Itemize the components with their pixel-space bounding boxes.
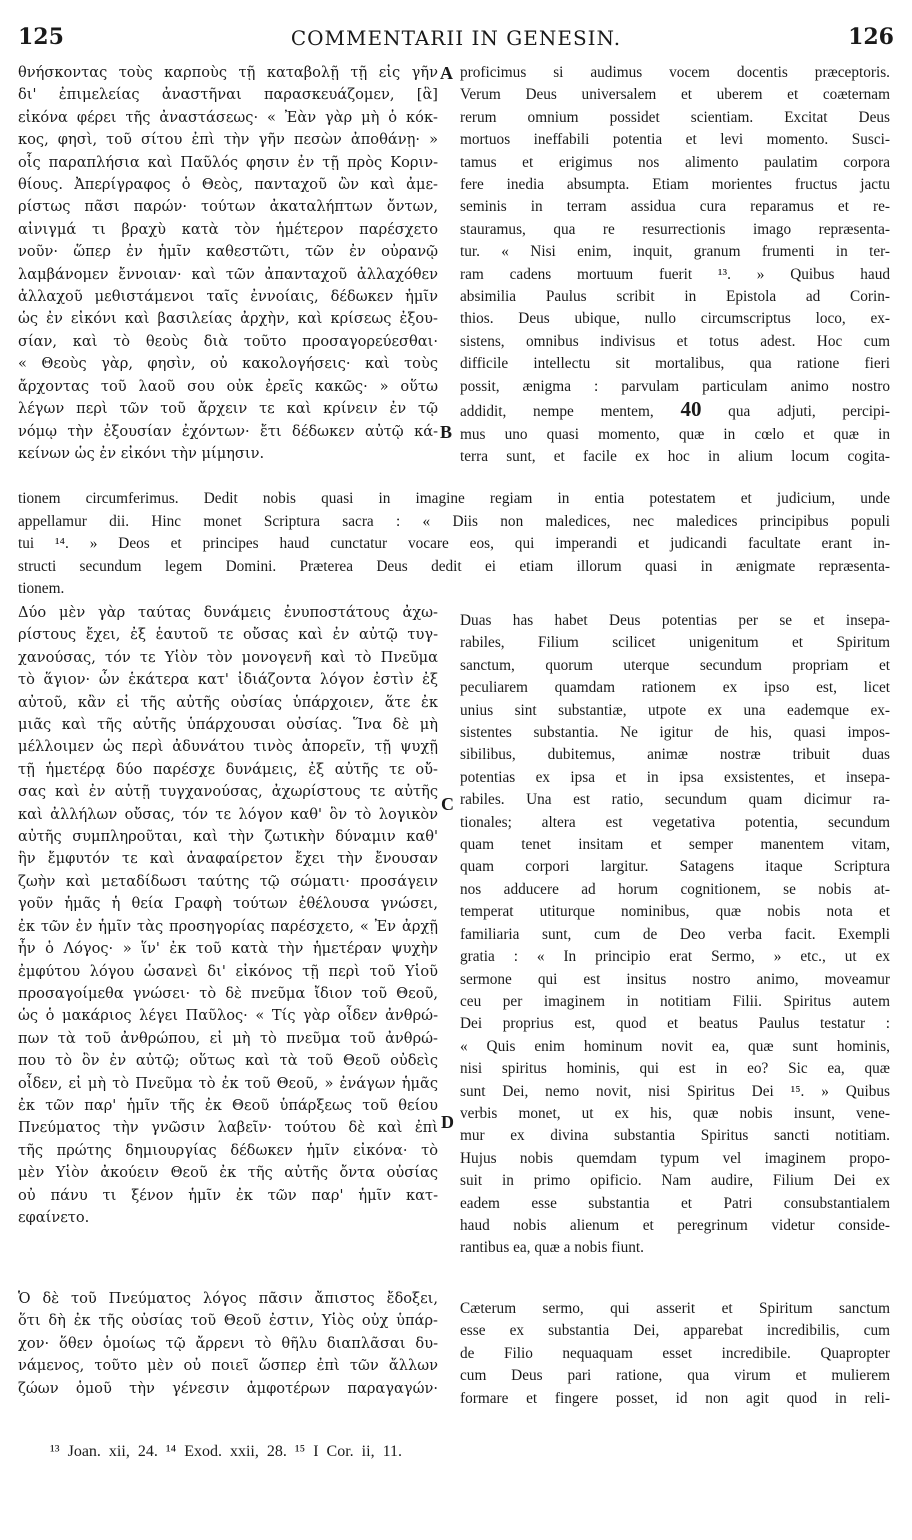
text-line: mur ex divina substantia Spiritus sancti notitiam. — [460, 1127, 890, 1145]
section-marker-d: D — [441, 1112, 454, 1132]
text-line: rantibus ea, quæ a nobis fiunt. — [460, 1239, 644, 1257]
running-header — [18, 24, 894, 60]
text-line: καὶ ἀλλήλων οὔσας, τόν τε λόγον καθ' ὃν τὸ λογικὸν — [18, 805, 438, 823]
text-line: σας καὶ ἐν αὐτῇ τυγχανούσας, ἀχωρίστους τε αὐτῆς — [18, 783, 438, 801]
greek-column-middle — [18, 602, 438, 1229]
text-line: πων τὰ τοῦ ἀνθρώπου, εἰ μὴ τὸ πνεῦμα τοῦ ἀνθρώ- — [18, 1029, 438, 1047]
text-line: eadem esse substantia et Patri consubstantialem — [460, 1194, 890, 1212]
text-line: formare et fingere posset, id non agit quod in reli- — [460, 1389, 890, 1407]
text-line: sibilibus, dubitemus, animæ nostræ tribuit duas — [460, 746, 890, 764]
text-line: ρίστως πᾶσι παρών· τούτων ἀκαταλήπτων ὄντων, — [18, 198, 438, 216]
text-line: « Quis enim hominum novit ea, quæ sunt hominis, — [460, 1037, 890, 1055]
text-line: Πνεύματος τὴν γνῶσιν λαβεῖν· τούτου δὲ καὶ ἐπὶ — [18, 1119, 438, 1137]
column-number: 40 — [680, 398, 702, 422]
text-line: κείνων ὡς ἐν εἰκόνι τὴν μίμησιν. — [18, 444, 265, 462]
text-line: γοῦν ἡμᾶς ἡ θεία Γραφὴ τούτων ἐθέλουσα γνώσει, — [18, 895, 438, 913]
running-title: COMMENTARII IN GENESIN. — [290, 26, 622, 50]
text-line: μέλλοιμεν ὡς περὶ ἀδυνάτου τινὸς ἀπορεῖν, τῇ ψυχῇ — [18, 738, 438, 756]
text-line: αἰνιγμά τι βραχὺ κατὰ τὸν ἡμέτερον παρέσχετο — [18, 220, 438, 238]
text-line: nos adducere ad horum cognitionem, se nobis at- — [460, 880, 890, 898]
text-line: Hujus nobis quemdam typum vel imaginem propo- — [460, 1149, 890, 1167]
text-line: rabiles. Una est ratio, secundum quam dicimur ra- — [460, 791, 890, 809]
text-line: λαμβάνομεν ἔννοιαν· καὶ τῶν ἀπανταχοῦ ἀλλαχόθεν — [18, 265, 438, 283]
text-line: cum Deus pari ratione, qua virum et mulierem — [460, 1367, 890, 1385]
text-line: ὡς ὁ μακάριος λέγει Παῦλος· « Τίς γὰρ οἶδεν ἀνθρώ- — [18, 1007, 438, 1025]
text-line: προσαγοίμεθα γνώσει· τὸ δὲ πνεῦμα ἴδιον τοῦ Θεοῦ, — [18, 984, 438, 1002]
text-line: οἶδεν, εἰ μὴ τὸ Πνεῦμα τὸ ἐκ τοῦ Θεοῦ, » ἐνάγων ἡμᾶς — [18, 1074, 438, 1092]
text-line: τῇ ἡμετέρᾳ δύο παρέσχε δυνάμεις, ἐξ αὐτῆς τε οὔ- — [18, 760, 438, 778]
text-line: ἄρχοντας τοῦ λαοῦ σου οὐκ ἐρεῖς κακῶς· » οὕτω — [18, 377, 438, 395]
text-line: ἣν ἔμφυτόν τε καὶ ἀναφαίρετον ἔχει τὴν ἔνουσαν — [18, 850, 438, 868]
text-line: structi secundum legem Domini. Præterea Deus dedit ei etiam illorum quasi in ænigmate repræsenta- — [18, 557, 890, 575]
latin-full-width-paragraph — [18, 488, 890, 601]
text-fragment: qua adjuti, percipi- — [701, 403, 890, 421]
text-line: ἀλλαχοῦ μεθιστάμενοι ταῖς ἐννοίαις, δέδωκεν ἡμῖν — [18, 288, 438, 306]
text-line: mus uno quasi momento, quæ in cœlo et quæ in — [460, 425, 890, 443]
text-line: αὐτοῦ, κἂν εἰ τῆς αὐτῆς οὐσίας ὑπάρχοιεν, ἅτε ἐκ — [18, 693, 438, 711]
text-line: tionales; altera est vegetativa potentia, secundum — [460, 813, 890, 831]
text-line: sistentes substantia. Ne igitur de his, quasi impos- — [460, 724, 890, 742]
text-line: potentias ex ipsa et in ipsa exsistentes, et insepa- — [460, 768, 890, 786]
text-line: ram cadens mortuum fuerit ¹³. » Quibus haud — [460, 265, 890, 283]
text-line: ὡς ἐν εἰκόνι καὶ βασιλείας ἀρχὴν, καὶ κρίσεως ἐξου- — [18, 310, 438, 328]
text-line: tui ¹⁴. » Deos et principes haud cunctatur vocare eos, qui imperandi et judicandi facultate erant in- — [18, 535, 890, 553]
text-line: terra sunt, et facile ex hoc in alium locum cogita- — [460, 447, 890, 465]
text-line: suit in primo opificio. Nam audire, Filium Dei ex — [460, 1172, 890, 1190]
text-line: χανούσας, τόν τε Υἱὸν τὸν μονογενῆ καὶ τὸ Πνεῦμα — [18, 648, 438, 666]
text-line: δι' ἐπιμελείας ἀναστῆναι παρασκευάζομεν, [ἃ] — [18, 86, 438, 104]
text-line: sermone qui est insitus nostro animo, moveamur — [460, 970, 890, 988]
text-line: sanctum, quorum uterque secundum propriam et — [460, 656, 890, 674]
text-line: οὐ πάνυ τι ξένον ἡμῖν ἐκ τῶν παρ' ἡμῖν κατ- — [18, 1186, 438, 1204]
footnotes: ¹³ Joan. xii, 24. ¹⁴ Exod. xxii, 28. ¹⁵ I Cor. ii, 11. — [50, 1443, 402, 1460]
text-line: τὸ ἅγιον· ὧν ἑκάτερα κατ' ἰδιάζοντα λόγον ἐστὶν ἐξ — [18, 671, 438, 689]
text-line: verbis monet, ut ex his, quæ nobis insunt, vene- — [460, 1104, 890, 1122]
text-line: tionem circumferimus. Dedit nobis quasi in imagine regiam in entia potestatem et judicium, unde — [18, 490, 890, 507]
greek-column-bottom — [18, 1288, 438, 1400]
text-line: λέγων περὶ τῶν τοῦ ἄρχειν τε καὶ κρίνειν ἐν τῷ — [18, 400, 438, 418]
text-line: Dei proprius est, quod et beatus Paulus testatur : — [460, 1015, 890, 1033]
text-line: appellamur dii. Hinc monet Scriptura sacra : « Diis non maledices, nec maledices principibus populi — [18, 512, 890, 530]
text-line: tionem. — [18, 580, 65, 598]
page-number-right: 126 — [848, 24, 894, 50]
text-line: ἦν ὁ Λόγος· » ἵν' ἐκ τοῦ κατὰ τὴν ἡμετέραν ψυχὴν — [18, 940, 438, 958]
greek-column-top — [18, 62, 438, 465]
text-line: κος, φησὶ, τοῦ σίτου ἐπὶ τὴν γῆν πεσὼν ἀποθάνῃ· » — [18, 131, 438, 149]
text-line: θίους. Ἀπερίγραφος ὁ Θεὸς, πανταχοῦ ὢν καὶ ἀμε- — [18, 176, 438, 194]
text-line: esse ex substantia Dei, apparebat incredibilis, cum — [460, 1322, 890, 1340]
text-line: proficimus si audimus vocem docentis præceptoris. — [460, 64, 890, 81]
text-line: νοῦν· ὥπερ ἐν ἡμῖν καθεστῶτι, τῶν ἐν οὐρανῷ — [18, 243, 438, 261]
latin-column-middle — [460, 610, 890, 1260]
text-line: εἰκόνα φέρει τῆς ἀναστάσεως· « Ἐὰν γὰρ μὴ ὁ κόκ- — [18, 108, 438, 126]
text-line: ὅτι δὴ ἐκ τῆς οὐσίας τοῦ Θεοῦ ἐστιν, Υἱὸς οὐχ ὑπάρ- — [18, 1312, 438, 1330]
text-line: absimilia Paulus scribit in Epistola ad Corin- — [460, 288, 890, 306]
text-line: ρίστους ἔχει, ἐξ ἑαυτοῦ τε οὔσας καὶ ἐν αὐτῷ τυγ- — [18, 626, 438, 644]
text-line: mortuos ineffabili potentia et levi momento. Susci- — [460, 131, 890, 149]
section-marker-c: C — [441, 794, 454, 814]
latin-column-top — [460, 62, 890, 468]
text-line: αὐτῆς συμπληροῦται, καὶ τὴν ζωτικὴν δύναμιν καθ' — [18, 828, 438, 846]
text-fragment: addidit, nempe mentem, — [460, 403, 681, 421]
text-line: Cæterum sermo, qui asserit et Spiritum sanctum — [460, 1300, 890, 1317]
text-line: temperat utiturque nominibus, quæ nobis nota et — [460, 903, 890, 921]
text-line-with-column-number — [460, 398, 890, 423]
text-line: Ὁ δὲ τοῦ Πνεύματος λόγος πᾶσιν ἄπιστος ἔδοξει, — [18, 1290, 438, 1307]
text-line: tur. « Nisi enim, inquit, granum frumenti in ter- — [460, 243, 890, 261]
text-line: ceu per imaginem in notitiam Filii. Spiritus autem — [460, 992, 890, 1010]
text-line: ἐμφύτου λόγου ὡσανεὶ δι' εἰκόνος τῇ περὶ τοῦ Υἱοῦ — [18, 962, 438, 980]
text-line: nisi spiritus hominis, qui est in eo? Sic ea, quæ — [460, 1060, 890, 1078]
section-marker-b: B — [440, 422, 453, 442]
text-line: χον· ὅθεν ὁμοίως τῷ ἄρρενι τὸ θῆλυ διαπλᾶσαι δυ- — [18, 1334, 438, 1352]
text-line: Δύο μὲν γὰρ ταύτας δυνάμεις ἐνυποστάτους ἀχω- — [18, 604, 438, 621]
text-line: stauramus, qua re resurrectionis imago repræsenta- — [460, 220, 890, 238]
text-line: ζώων ὁμοῦ τὴν γένεσιν ἀμφοτέρων παραγαγών· — [18, 1379, 438, 1397]
text-line: οἷς παραπλήσια καὶ Παῦλός φησιν ἐν τῇ πρὸς Κοριν- — [18, 153, 438, 171]
text-line: « Θεοὺς γὰρ, φησὶν, οὐ κακολογήσεις· καὶ τοὺς — [18, 355, 438, 373]
text-line: νόμῳ τὴν ἐξουσίαν ἐχόντων· ἔτι δέδωκεν αὐτῷ κά- — [18, 422, 438, 440]
latin-column-bottom — [460, 1298, 890, 1410]
text-line: θνήσκοντας τοὺς καρποὺς τῇ καταβολῇ τῇ εἰς γῆν — [18, 64, 438, 81]
text-line: de Filio nequaquam esset incredibile. Quapropter — [460, 1344, 890, 1362]
section-marker-a: A — [440, 63, 453, 83]
text-line: unius sint substantiæ, utpote ex una eademque ex- — [460, 701, 890, 719]
text-line: ἐκ τῶν ἐν ἡμῖν τὰς προσηγορίας παρέσχετο, « Ἐν ἀρχῇ — [18, 917, 438, 935]
text-line: quam tenet insitam et semper manentem vitam, — [460, 836, 890, 854]
text-line: thios. Deus ubique, nullo circumscriptus loco, ex- — [460, 310, 890, 328]
text-line: gratia : « In principio erat Sermo, » etc., ut ex — [460, 948, 890, 966]
text-line: possit, ænigma : parvulam particulam animo nostro — [460, 377, 890, 395]
text-line: peculiarem quamdam rationem ex ipso est, licet — [460, 679, 890, 697]
text-line: rerum omnium possidet scientiam. Excitat Deus — [460, 108, 890, 126]
text-line: Duas has habet Deus potentias per se et insepa- — [460, 612, 890, 629]
text-line: difficile intellectu sit mortalibus, qua ratione fieri — [460, 355, 890, 373]
text-line: Verum Deus universalem et uberem et coæternam — [460, 86, 890, 104]
text-line: νάμενος, τοῦτο μὲν οὐ ποιεῖ ὥσπερ ἐπὶ τῶν ἄλλων — [18, 1357, 438, 1375]
text-line: που τὸ ὂν ἐν αὐτῷ; οὕτως καὶ τὰ τοῦ Θεοῦ οὐδεὶς — [18, 1052, 438, 1070]
text-line: σίαν, καὶ τὸ θεοὺς διὰ τοῦτο προσαγορεύεσθαι· — [18, 332, 438, 350]
text-line: quam corpori largitur. Satagens itaque Scriptura — [460, 858, 890, 876]
text-line: familiaria sunt, cum de Deo verba facit. Exempli — [460, 925, 890, 943]
text-line: sistens, omnibus indivisus et totus adest. Hoc cum — [460, 332, 890, 350]
text-line: haud nobis alienum et peregrinum videtur conside- — [460, 1216, 890, 1234]
text-line: tamus et erigimus nos alimento paulatim corpora — [460, 153, 890, 171]
text-line: rabiles, Filium scilicet unigenitum et Spiritum — [460, 634, 890, 652]
page-number-left: 125 — [18, 24, 64, 50]
text-line: ζωὴν καὶ μεταδίδωσι ταύτης τῷ σώματι· προσάγειν — [18, 872, 438, 890]
text-line: sunt Dei, nemo novit, nisi Spiritus Dei ¹⁵. » Quibus — [460, 1082, 890, 1100]
text-line: εφαίνετο. — [18, 1208, 90, 1226]
text-line: seminis in terram assidua cura reparamus et re- — [460, 198, 890, 216]
text-line: μὲν Υἱὸν ἀκούειν Θεοῦ ἐκ τῆς αὐτῆς ὄντα οὐσίας — [18, 1164, 438, 1182]
text-line: μιᾶς καὶ τῆς αὐτῆς ὑπάρχουσαι οὐσίας. Ἵνα δὲ μὴ — [18, 716, 438, 734]
text-line: fere inedia absumpta. Etiam morientes fructus jactu — [460, 176, 890, 194]
text-line: ἐκ τῶν παρ' ἡμῖν τῆς ἐκ Θεοῦ ὑπάρξεως τοῦ θείου — [18, 1096, 438, 1114]
text-line: τῆς πρώτης δημιουργίας δέδωκεν ἡμῖν εἰκόνα· τὸ — [18, 1141, 438, 1159]
